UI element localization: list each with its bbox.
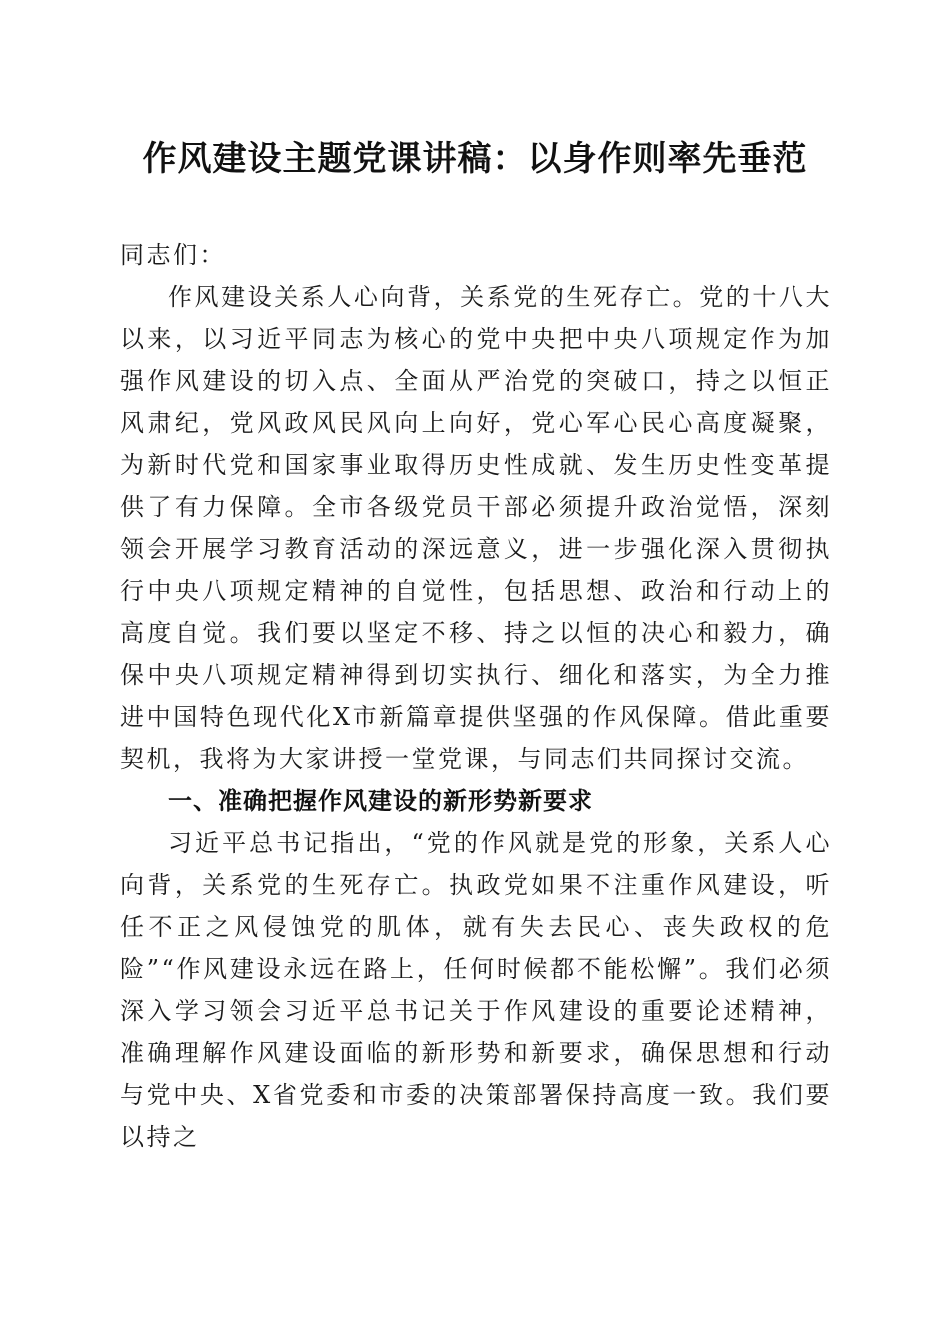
section-heading-1: 一、准确把握作风建设的新形势新要求: [168, 787, 593, 815]
document-body: [120, 234, 832, 1158]
salutation: 同志们：: [120, 241, 226, 269]
document-title: 作风建设主题党课讲稿：以身作则率先垂范: [142, 139, 808, 179]
paragraph-intro: 作风建设关系人心向背，关系党的生死存亡。党的十八大以来，以习近平同志为核心的党中央把中央八项规定作为加强作风建设的切入点、全面从严治党的突破口，持之以恒正风肃纪，党风政风民风向上向好，党心军心民心高度凝聚，为新时代党和国家事业取得历史性成就、发生历史性变革提供了有力保障。全市各级党员干部必须提升政治觉悟，深刻领会开展学习教育活动的深远意义，进一步强化深入贯彻执行中央八项规定精神的自觉性，包括思想、政治和行动上的高度自觉。我们要以坚定不移、持之以恒的决心和毅力，确保中央八项规定精神得到切实执行、细化和落实，为全力推进中国特色现代化X市新篇章提供坚强的作风保障。借此重要契机，我将为大家讲授一堂党课，与同志们共同探讨交流。: [120, 283, 832, 773]
paragraph-section-1: 习近平总书记指出，“党的作风就是党的形象，关系人心向背，关系党的生死存亡。执政党如果不注重作风建设，听任不正之风侵蚀党的肌体，就有失去民心、丧失政权的危险”“作风建设永远在路上，任何时候都不能松懈”。我们必须深入学习领会习近平总书记关于作风建设的重要论述精神，准确理解作风建设面临的新形势和新要求，确保思想和行动与党中央、X省党委和市委的决策部署保持高度一致。我们要以持之: [120, 829, 832, 1151]
